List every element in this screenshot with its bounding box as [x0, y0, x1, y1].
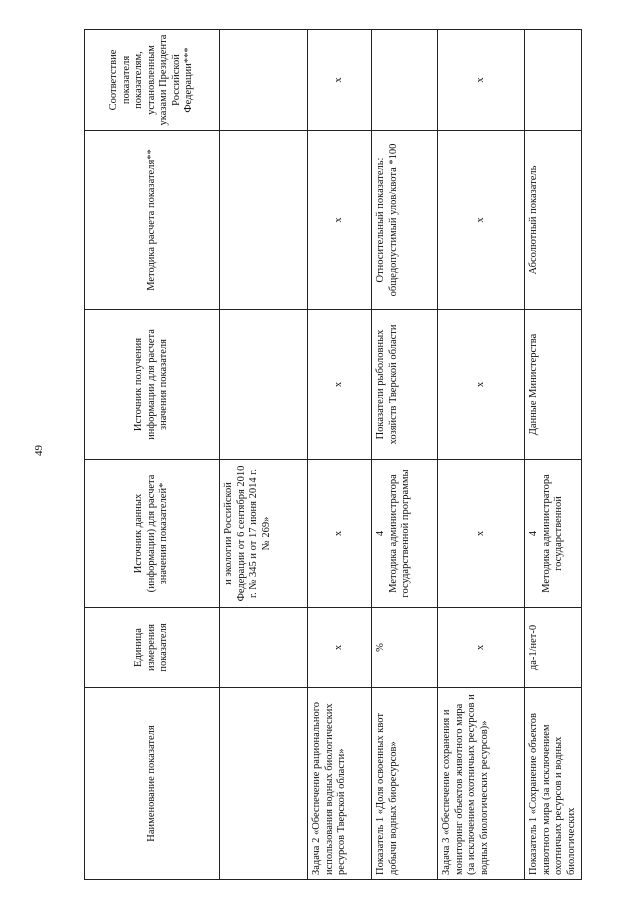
cell-unit: % [372, 608, 438, 688]
cell-compliance: х [308, 30, 372, 131]
cell-origin: Данные Министерства [525, 310, 582, 460]
cell-name: Показатель 1 «Сохранение объектов животного мира (за исключением охотничьих ресурсов и водных биологических [525, 688, 582, 880]
header-unit: Единица измерения показателя [85, 608, 220, 688]
cell-compliance [525, 30, 582, 131]
cell-method: Относительный показатель: общедопустимый улов/квота *100 [372, 131, 438, 310]
cell-name: Задача 3 «Обеспечение сохранения и мониторинг объектов животного мира (за исключением охотничьих ресурсов и водных биологических ресурсов)» [438, 688, 525, 880]
cell-source: 4 Методика администратора государственной программы [372, 460, 438, 608]
cell-unit: да-1/нет-0 [525, 608, 582, 688]
cell-source: 4 Методика администратора государственной [525, 460, 582, 608]
cell-source: и экологии Российской Федерации от 6 сентября 2010 г. № 345 и от 17 июня 2014 г. № 269» [220, 460, 308, 608]
header-data-source: Источник данных (информации) для расчета значения показателей* [85, 460, 220, 608]
cell-method: х [308, 131, 372, 310]
header-decree-compliance: Соответствие показателя показателям, установленным указами Президента Российской Федерации*** [85, 30, 220, 131]
header-row [85, 30, 220, 880]
table-row [308, 30, 372, 880]
cell-source: х [308, 460, 372, 608]
cell-source: х [438, 460, 525, 608]
table-row [372, 30, 438, 880]
cell-unit [220, 608, 308, 688]
header-info-origin: Источник получения информации для расчета значения показателя [85, 310, 220, 460]
cell-compliance [372, 30, 438, 131]
cell-origin [220, 310, 308, 460]
table-row [525, 30, 582, 880]
rotated-table-container [84, 30, 576, 880]
cell-name: Задача 2 «Обеспечение рационального использования водных биологических ресурсов Тверской области» [308, 688, 372, 880]
cell-origin: Показатели рыболовных хозяйств Тверской области [372, 310, 438, 460]
cell-compliance [220, 30, 308, 131]
header-indicator-name: Наименование показателя [85, 688, 220, 880]
cell-name: Показатель 1 «Доля освоенных квот добычи водных биоресурсов» [372, 688, 438, 880]
table-row [438, 30, 525, 880]
indicators-table [84, 29, 582, 880]
cell-compliance: х [438, 30, 525, 131]
cell-unit: х [308, 608, 372, 688]
cell-method: х [438, 131, 525, 310]
page-number: 49 [33, 445, 45, 456]
cell-origin: х [308, 310, 372, 460]
cell-origin: х [438, 310, 525, 460]
header-calc-method: Методика расчета показателя** [85, 131, 220, 310]
cell-name [220, 688, 308, 880]
table-row [220, 30, 308, 880]
cell-method [220, 131, 308, 310]
cell-unit: х [438, 608, 525, 688]
cell-method: Абсолютный показатель [525, 131, 582, 310]
